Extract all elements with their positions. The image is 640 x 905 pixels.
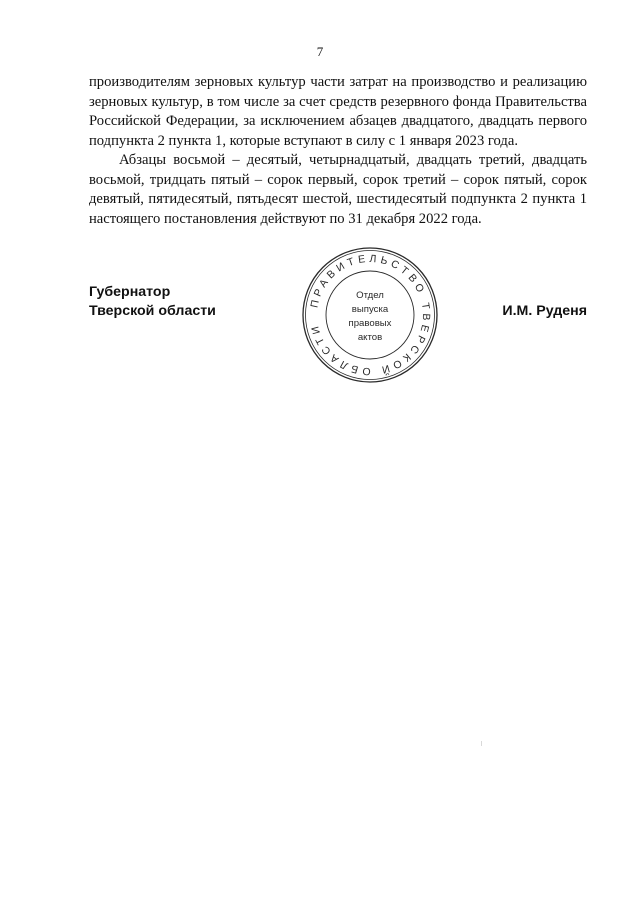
signatory-position-line1: Губернатор [89, 284, 171, 300]
stamp-inner-line-4: актов [357, 332, 383, 343]
stamp-graphic [300, 245, 440, 385]
stamp-inner-line-2: выпуска [351, 304, 389, 315]
signatory-position [89, 283, 216, 321]
page-number: 7 [316, 44, 324, 59]
document-body [89, 73, 587, 229]
paragraph-effective-dates: Абзацы восьмой – десятый, четырнадцатый, двадцать третий, двадцать восьмой, тридцать пятый – сорок первый, сорок третий – сорок пятый, сорок девятый, пятидесятый, пятьдесят шестой, шестидесятый подпункта 2 пункта 1 настоящего постановления действуют по 31 декабря 2022 года. [89, 152, 587, 227]
scan-artifact [481, 741, 482, 746]
stamp-outer-ring-inner [306, 251, 435, 380]
signatory-name: И.М. Руденя [502, 303, 587, 319]
stamp-inner-line-1: Отдел [356, 290, 384, 301]
paragraph-continuation: производителям зерновых культур части затрат на производство и реализацию зерновых культур, в том числе за счет средств резервного фонда Правительства Российской Федерации, за исключением абзацев двадцатого, двадцать первого подпункта 2 пункта 1, которые вступают в силу с 1 января 2023 года. [89, 74, 587, 149]
stamp-ring-text: ПРАВИТЕЛЬСТВО ТВЕРСКОЙ ОБЛАСТИ [308, 252, 433, 378]
official-stamp [300, 245, 440, 385]
stamp-inner-ring [326, 271, 414, 359]
signatory-position-line2: Тверской области [89, 303, 216, 319]
stamp-inner-line-3: правовых [348, 318, 392, 329]
stamp-outer-ring [303, 248, 437, 382]
